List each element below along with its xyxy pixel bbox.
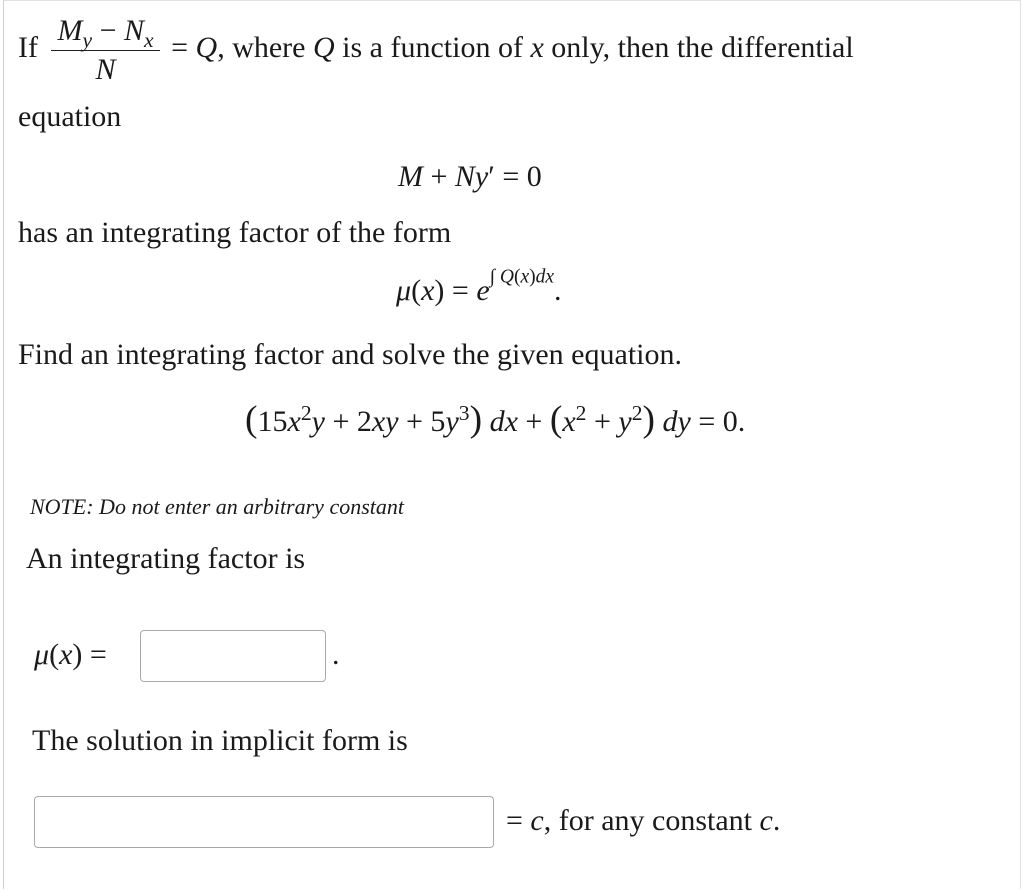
integrating-factor-prompt: An integrating factor is: [26, 542, 306, 575]
equation-exact: M + Ny′ = 0: [398, 160, 542, 193]
equation-given: $(15x^2y + 2xy + 5y^3)$ dx + $(x^2 + y^2)$ dy = 0.: [245, 399, 746, 440]
condition-text: = Q, where Q is a function of x only, then the differential: [171, 30, 854, 64]
note-text: NOTE: Do not enter an arbitrary constant: [30, 494, 404, 519]
mu-label: μ(x) =: [34, 638, 107, 671]
solution-prompt: The solution in implicit form is: [32, 724, 408, 757]
find-text: Find an integrating factor and solve the given equation.: [18, 338, 682, 371]
solution-suffix: = c, for any constant c.: [506, 804, 781, 837]
fraction-numerator: $M_y - N_x$: [51, 12, 159, 51]
equation-word: equation: [18, 100, 122, 133]
form-text: has an integrating factor of the form: [18, 216, 452, 249]
fraction-denominator: N: [95, 52, 116, 86]
solution-input[interactable]: [34, 796, 494, 848]
integrating-factor-input[interactable]: [140, 630, 326, 682]
if-word: If: [18, 30, 38, 64]
equation-mu-form: $\mu(x) = e^{\int Q(x)dx}$.: [396, 266, 562, 307]
intro-line: [18, 12, 854, 88]
condition-fraction: [51, 12, 159, 88]
integrating-factor-period: .: [332, 638, 340, 671]
